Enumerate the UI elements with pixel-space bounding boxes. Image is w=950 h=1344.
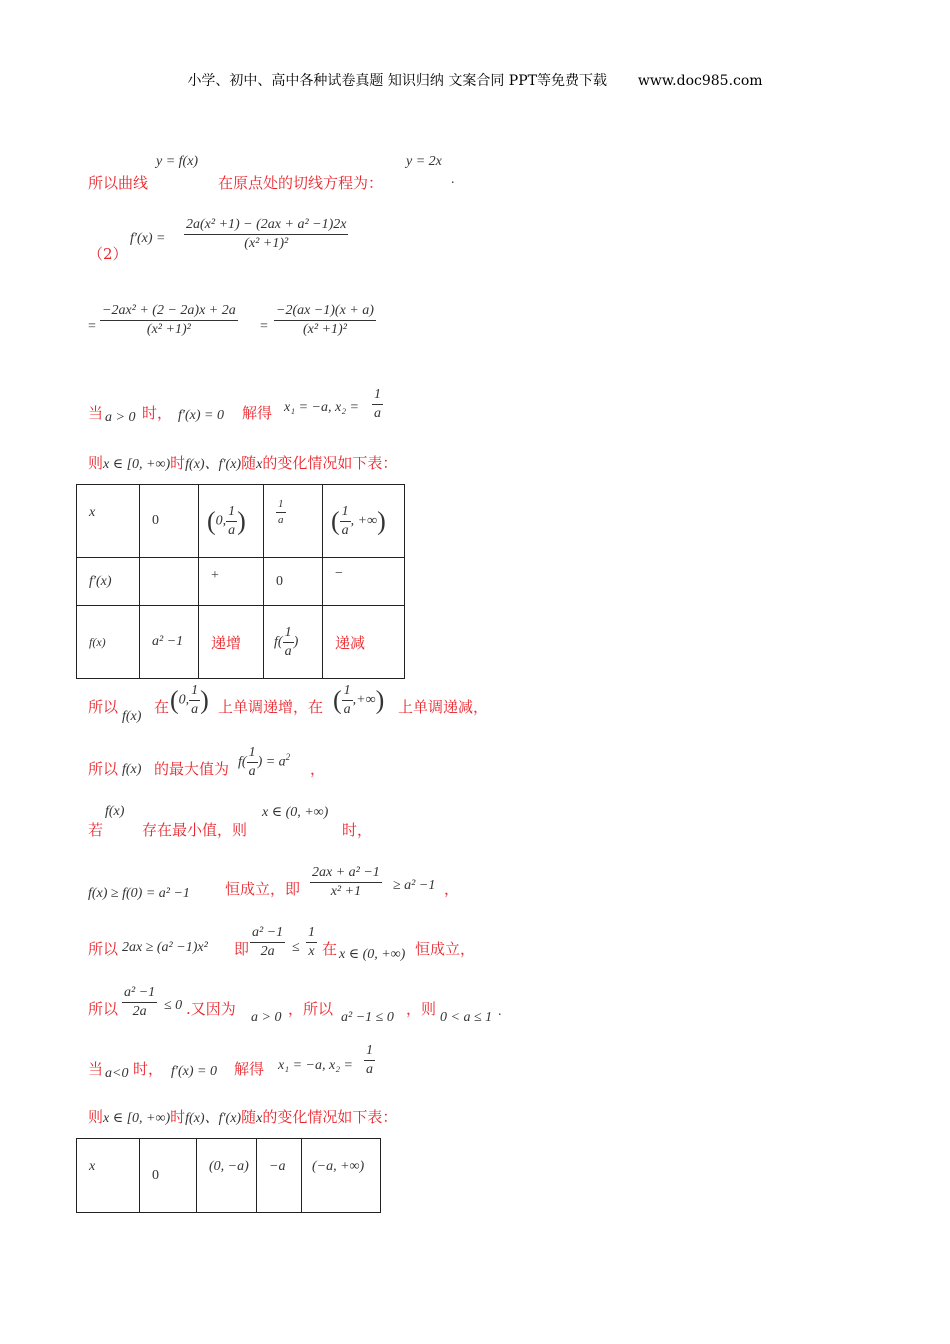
text-ze-3: 则 — [88, 1108, 104, 1126]
table1-cell-fp-label: f′(x) — [77, 558, 140, 606]
table-row-fprime — [77, 558, 405, 606]
fraction-3-denominator: (x² +1)² — [303, 322, 347, 337]
text-suoyi-3: 所以 — [88, 940, 119, 958]
text-youyinwei: .又因为 — [186, 1000, 236, 1018]
period-2: . — [498, 1004, 502, 1019]
table1-cell-f-max: f( $\frac{1}{a}$ ) — [264, 606, 323, 679]
text-min-exists: 存在最小值，则 — [142, 821, 248, 839]
table-row-x — [77, 485, 405, 558]
root-fraction-2 — [364, 1044, 375, 1077]
res-cond: a > 0 — [251, 1010, 282, 1025]
fraction-1-denominator: (x² +1)² — [244, 236, 289, 251]
functions: f(x)、f′(x) — [185, 457, 242, 472]
text-shi-3: 时， — [342, 821, 373, 839]
text-ze-2: ，则 — [406, 1000, 437, 1018]
table2-cell-x-interval2: (−a, +∞) — [302, 1139, 381, 1213]
table1-cell-f-0: a² −1 — [140, 606, 199, 679]
table1-cell-x-0: 0 — [140, 485, 199, 558]
header-text: 小学、初中、高中各种试卷真题 知识归纳 文案合同 PPT等免费下载 — [187, 73, 607, 89]
table2-cell-x-interval1: (0, −a) — [197, 1139, 257, 1213]
fraction-1-numerator: 2a(x² +1) − (2ax + a² −1)2x — [184, 218, 348, 235]
text-zai-2: 在 — [322, 940, 338, 958]
case-a-negative — [88, 1044, 508, 1090]
min-f: f(x) — [105, 804, 125, 819]
text-shi-5: 时 — [170, 1108, 186, 1126]
table2-intro — [88, 1106, 397, 1127]
root-num: 1 — [372, 388, 383, 405]
page-header — [0, 70, 950, 90]
inequality-1 — [88, 862, 508, 908]
fraction-2-numerator: −2ax² + (2 − 2a)x + 2a — [100, 304, 238, 321]
ineq1-rhs: ≥ a² −1 — [393, 878, 436, 893]
fraction-2 — [100, 304, 238, 337]
text-table-desc-2: 的变化情况如下表： — [262, 1108, 398, 1126]
text-hengchengli: 恒成立，即 — [225, 880, 301, 898]
text-shi-4: 时， — [133, 1060, 164, 1078]
domain: x ∈ [0, +∞) — [103, 457, 171, 472]
root-den: a — [374, 406, 381, 421]
text-zai: 在 — [154, 698, 170, 716]
res-fraction — [122, 986, 157, 1019]
text-dang-2: 当 — [88, 1060, 104, 1078]
monotonicity-statement — [88, 684, 528, 730]
root-num-2: 1 — [364, 1044, 375, 1061]
ineq2-den: 2a — [260, 944, 275, 959]
ineq2-domain: x ∈ (0, +∞) — [339, 947, 406, 962]
condition-a-positive: a > 0 — [105, 410, 136, 425]
table2-cell-x-point: −a — [257, 1139, 302, 1213]
table1-intro — [88, 452, 397, 473]
text-ji: 即 — [234, 940, 250, 958]
maximum-statement — [88, 746, 388, 788]
increasing-interval: (0, $\frac{1}{a}$ ) — [170, 683, 209, 717]
ineq1-formula: f(x) ≥ f(0) = a² −1 — [88, 886, 190, 901]
derivative-lhs: f′(x) = — [130, 231, 166, 246]
ineq2-rden: x — [308, 944, 315, 959]
max-value: f( $\frac{1}{a}$ ) = $a^2$ — [238, 745, 291, 779]
text-suoyi-2: 所以 — [88, 760, 119, 778]
text-ze: 则 — [88, 454, 104, 472]
text-hengchengli-2: 恒成立， — [415, 940, 476, 958]
ineq1-den: x² +1 — [330, 884, 362, 899]
max-f: f(x) — [122, 762, 142, 777]
derivative-zero: f′(x) = 0 — [178, 408, 224, 423]
text-ruo: 若 — [88, 821, 104, 839]
min-domain: x ∈ (0, +∞) — [262, 805, 329, 820]
condition-a-negative: a<0 — [105, 1066, 129, 1081]
var-x-2: x — [256, 1111, 263, 1126]
minimum-condition — [88, 802, 388, 842]
text-increasing: 上单调递增，在 — [218, 698, 324, 716]
variation-table-1 — [76, 484, 405, 679]
ineq2-lhs: 2ax ≥ (a² −1)x² — [122, 940, 208, 955]
res-final: 0 < a ≤ 1 — [440, 1010, 493, 1025]
ineq2-fraction — [250, 926, 285, 959]
result-statement — [88, 984, 528, 1030]
ineq2-le: ≤ — [292, 940, 300, 955]
decreasing-interval: ( $\frac{1}{a}$ ,+∞) — [333, 683, 385, 717]
case-a-positive — [88, 388, 508, 434]
text-table-desc: 的变化情况如下表： — [262, 454, 398, 472]
text-jiede: 解得 — [242, 404, 273, 422]
ineq1-fraction — [310, 866, 382, 899]
root-fraction — [372, 388, 383, 421]
res-le: ≤ 0 — [164, 998, 183, 1013]
table1-cell-x-interval2: ( $\frac{1}{a}$ , +∞) — [323, 485, 405, 558]
table1-cell-f-increasing: 递增 — [199, 606, 264, 679]
mono-f: f(x) — [122, 709, 142, 724]
table1-cell-fp-zero: 0 — [264, 558, 323, 606]
text-suoyi-quxian: 所以曲线 — [88, 174, 149, 192]
fraction-1 — [184, 218, 348, 251]
fraction-3 — [274, 304, 376, 337]
derivative-zero-2: f′(x) = 0 — [171, 1064, 217, 1079]
table1-cell-x-label: x — [77, 485, 140, 558]
text-decreasing: 上单调递减， — [398, 698, 489, 716]
table2-row-x — [77, 1139, 381, 1213]
ineq2-rnum: 1 — [306, 926, 317, 943]
table-row-f — [77, 606, 405, 679]
table1-cell-x-point: $\frac{1}{a}$ — [264, 485, 323, 558]
text-suoyi-1: 所以 — [88, 698, 119, 716]
ineq1-num: 2ax + a² −1 — [310, 866, 382, 883]
fraction-3-numerator: −2(ax −1)(x + a) — [274, 304, 376, 321]
text-jiede-2: 解得 — [234, 1060, 265, 1078]
derivative-line-1 — [88, 214, 508, 264]
table1-cell-x-interval1: (0, $\frac{1}{a}$ ) — [199, 485, 264, 558]
root-den-2: a — [366, 1062, 373, 1077]
text-max: 的最大值为 — [154, 760, 230, 778]
ineq2-rfraction — [306, 926, 317, 959]
variation-table-2 — [76, 1138, 381, 1213]
res-ineq: a² −1 ≤ 0 — [341, 1010, 394, 1025]
comma: ， — [310, 760, 326, 778]
text-shi-2: 时 — [170, 454, 186, 472]
table1-cell-fp-minus: − — [323, 558, 405, 606]
equals-sign: = — [88, 319, 96, 334]
text-shi: 时， — [142, 404, 173, 422]
roots-2: x₁ = −a, x₂ = — [278, 1058, 354, 1073]
text-suoyi-4: 所以 — [88, 1000, 119, 1018]
table2-cell-x-label: x — [77, 1139, 140, 1213]
ineq2-num: a² −1 — [250, 926, 285, 943]
domain-2: x ∈ [0, +∞) — [103, 1111, 171, 1126]
equals-sign-2: = — [260, 319, 268, 334]
table1-cell-fp-plus: + — [199, 558, 264, 606]
comma-2: ， — [444, 880, 460, 898]
functions-2: f(x)、f′(x) — [185, 1111, 242, 1126]
table1-cell-f-label: f(x) — [77, 606, 140, 679]
inequality-2 — [88, 922, 508, 968]
table1-cell-fp-0 — [140, 558, 199, 606]
fraction-2-denominator: (x² +1)² — [146, 322, 191, 337]
res-den: 2a — [132, 1004, 147, 1019]
tangent-equation: y = 2x — [406, 154, 442, 169]
text-tangent-at-origin: 在原点处的切线方程为： — [218, 174, 384, 192]
part-label: （2） — [88, 245, 128, 263]
text-dang: 当 — [88, 404, 104, 422]
roots: x₁ = −a, x₂ = — [284, 400, 360, 415]
res-num: a² −1 — [122, 986, 157, 1003]
text-suoyi-5: ，所以 — [288, 1000, 334, 1018]
derivative-line-2 — [88, 300, 508, 350]
table2-cell-x-0: 0 — [140, 1139, 197, 1213]
text-sui-2: 随 — [241, 1108, 257, 1126]
table1-cell-f-decreasing: 递减 — [323, 606, 405, 679]
var-x: x — [256, 457, 263, 472]
period: . — [451, 172, 455, 187]
header-site: www.doc985.com — [637, 73, 763, 89]
text-sui: 随 — [241, 454, 257, 472]
curve-formula: y = f(x) — [156, 154, 199, 169]
